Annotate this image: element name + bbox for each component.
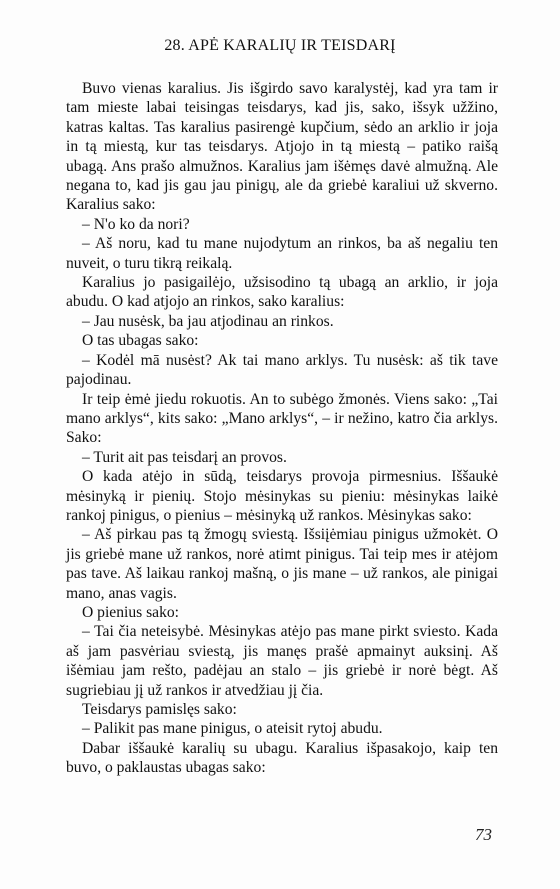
paragraph: – Palikit pas mane pinigus, o ateisit rytoj abudu. <box>82 720 383 738</box>
paragraph: – Jau nusėsk, ba jau atjodinau an rinkos. <box>82 312 334 330</box>
paragraph: Buvo vienas karalius. Jis išgirdo savo karalystėj, kad yra tam ir tam mieste labai teisingas teisdarys, kad jis, sako, išsyk užžino, katras kaltas. Tas karalius pasirengė kupčium, sėdo an arklio ir joja in tą miestą, kur tas teisdarys. Atjojo in tą miestą – patiko raišą ubagą. Ans prašo almužnos. Karalius jam išėmęs davė almužną. Ale negana to, kad jis gau jau pinigų, ale da griebė karaliui už skverno. Karalius sako: <box>66 80 498 214</box>
paragraph: Ir teip ėmė jiedu rokuotis. An to subėgo žmonės. Viens sako: „Tai mano arklys“, kits sako: „Mano arklys“, – ir nežino, katro čia arklys. Sako: <box>66 390 498 447</box>
paragraph: – Turit ait pas teisdarį an provos. <box>82 448 287 466</box>
paragraph: O kada atėjo in sūdą, teisdarys provoja pirmesnius. Iššaukė mėsinyką ir pienių. Stojo mėsinykas su pieniu: mėsinykas laikė rankoj pinigus, o pienius – mėsinyką už rankos. Mėsinykas sako: <box>66 468 498 524</box>
story-text <box>66 79 498 778</box>
paragraph: – Aš pirkau pas tą žmogų sviestą. Išsiįėmiau pinigus užmokėt. O jis griebė mane už rankos, norė atimt pinigus. Tai teip mes ir atėjom pas tave. Aš laikau rankoj mašną, o jis mane – už rankos, ale pinigai mano, anas vagis. <box>66 526 498 602</box>
paragraph: O pienius sako: <box>82 603 180 621</box>
paragraph: – Tai čia neteisybė. Mėsinykas atėjo pas mane pirkt sviesto. Kada aš jam pasvėriau sviestą, jis manęs prašė apmainyt auksinį. Aš išėmiau jam rešto, padėjau an stalo – jis griebė ir norė bėgt. Aš sugriebiau jį už rankos ir atvedžiau jį čia. <box>66 623 498 699</box>
paragraph: – Kodėl mā nusėst? Ak tai mano arklys. Tu nusėsk: aš tik tave pajodinau. <box>66 351 498 389</box>
paragraph: – Aš noru, kad tu mane nujodytum an rinkos, ba aš negaliu ten nuveit, o turu tikrą reikalą. <box>66 235 498 272</box>
paragraph: O tas ubagas sako: <box>82 332 199 350</box>
story-title: 28. APĖ KARALIŲ IR TEISDARĮ <box>164 37 396 54</box>
page-number: 73 <box>475 825 492 844</box>
paragraph: Karalius jo pasigailėjo, užsisodino tą ubagą an arklio, ir joja abudu. O kad atjojo an rinkos, sako karalius: <box>66 274 498 311</box>
paragraph: – N'o ko da nori? <box>82 215 190 233</box>
paragraph: Dabar iššaukė karalių su ubagu. Karalius išpasakojo, kaip ten buvo, o paklaustas ubagas sako: <box>66 739 498 777</box>
paragraph: Teisdarys pamislęs sako: <box>82 701 237 718</box>
